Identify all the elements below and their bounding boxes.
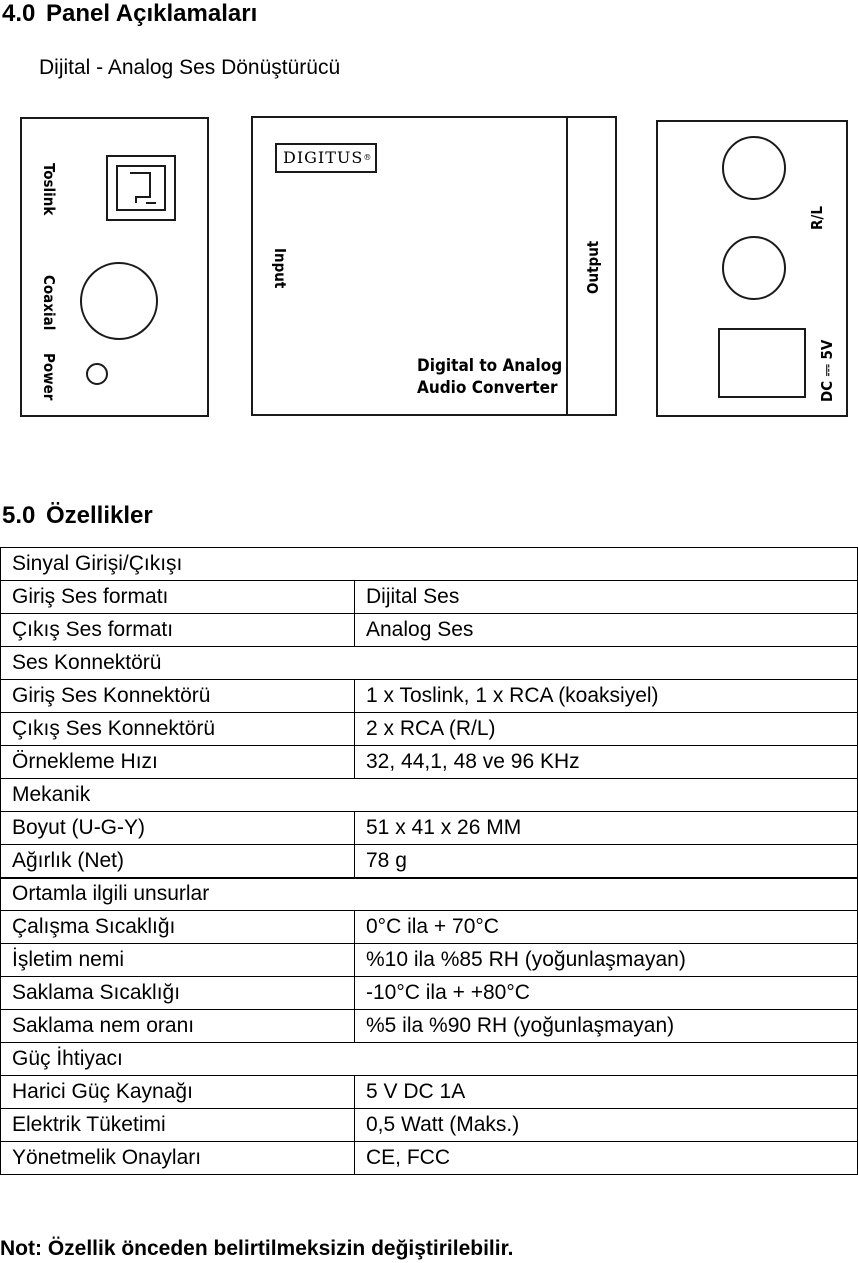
- device-subtitle: Dijital - Analog Ses Dönüştürücü: [39, 56, 341, 79]
- toslink-label: Toslink: [40, 163, 58, 216]
- power-led-icon: [86, 363, 108, 385]
- spec-value: CE, FCC: [355, 1142, 858, 1175]
- input-label: Input: [271, 248, 289, 289]
- table-row: [1, 1076, 858, 1109]
- specification-note: Not: Özellik önceden belirtilmeksizin değiştirilebilir.: [0, 1237, 514, 1260]
- spec-label: Çıkış Ses Konnektörü: [1, 713, 355, 746]
- registered-mark: ®: [363, 153, 373, 162]
- table-row: [1, 1010, 858, 1043]
- spec-group-header: Güç İhtiyacı: [1, 1043, 858, 1076]
- spec-value: -10°C ila + +80°C: [355, 977, 858, 1010]
- spec-label: Çalışma Sıcaklığı: [1, 911, 355, 944]
- spec-label: Yönetmelik Onayları: [1, 1142, 355, 1175]
- rca-jack-r-icon: [722, 136, 786, 200]
- spec-label: İşletim nemi: [1, 944, 355, 977]
- table-row: [1, 845, 858, 878]
- coaxial-label: Coaxial: [40, 275, 58, 331]
- spec-value: 5 V DC 1A: [355, 1076, 858, 1109]
- section-title: Panel Açıklamaları: [46, 0, 258, 27]
- spec-label: Saklama Sıcaklığı: [1, 977, 355, 1010]
- section-number: 5.0: [2, 502, 36, 529]
- table-row: [1, 779, 858, 812]
- table-row: [1, 911, 858, 944]
- spec-label: Boyut (U-G-Y): [1, 812, 355, 845]
- spec-label: Giriş Ses formatı: [1, 581, 355, 614]
- spec-label: Ağırlık (Net): [1, 845, 355, 878]
- table-row: [1, 581, 858, 614]
- front-panel-input-side: [20, 117, 209, 417]
- table-row: [1, 878, 858, 911]
- table-row: [1, 680, 858, 713]
- spec-group-header: Ortamla ilgili unsurlar: [1, 878, 858, 911]
- section-heading-features: [2, 502, 153, 530]
- table-row: [1, 548, 858, 581]
- spec-label: Elektrik Tüketimi: [1, 1109, 355, 1142]
- spec-label: Örnekleme Hızı: [1, 746, 355, 779]
- spec-label: Saklama nem oranı: [1, 1010, 355, 1043]
- section-number: 4.0: [2, 0, 36, 27]
- dc-power-port-icon: [718, 328, 806, 398]
- spec-value: 32, 44,1, 48 ve 96 KHz: [355, 746, 858, 779]
- section-title: Özellikler: [46, 502, 153, 529]
- rear-panel-output-side: [656, 120, 848, 417]
- section-heading-panel: [2, 0, 257, 28]
- spec-label: Çıkış Ses formatı: [1, 614, 355, 647]
- power-label: Power: [40, 353, 58, 401]
- spec-value: 1 x Toslink, 1 x RCA (koaksiyel): [355, 680, 858, 713]
- dc-5v-label: DC ⎓ 5V: [818, 339, 836, 402]
- table-row: [1, 1043, 858, 1076]
- table-row: [1, 977, 858, 1010]
- product-name-line2: Audio Converter: [417, 378, 558, 398]
- table-row: [1, 1142, 858, 1175]
- spec-label: Giriş Ses Konnektörü: [1, 680, 355, 713]
- top-panel: [251, 116, 617, 416]
- spec-value: %10 ila %85 RH (yoğunlaşmayan): [355, 944, 858, 977]
- spec-value: Analog Ses: [355, 614, 858, 647]
- table-row: [1, 614, 858, 647]
- spec-group-header: Ses Konnektörü: [1, 647, 858, 680]
- rca-jack-l-icon: [722, 236, 786, 300]
- spec-value: 51 x 41 x 26 MM: [355, 812, 858, 845]
- spec-table: [0, 547, 858, 1175]
- table-row: [1, 647, 858, 680]
- spec-group-header: Mekanik: [1, 779, 858, 812]
- product-name-line1: Digital to Analog: [417, 356, 563, 376]
- output-divider: [566, 118, 568, 414]
- table-row: [1, 746, 858, 779]
- output-label: Output: [584, 240, 602, 294]
- brand-name: DIGITUS: [283, 148, 364, 167]
- table-row: [1, 812, 858, 845]
- rl-label: R/L: [808, 206, 826, 230]
- spec-value: 78 g: [355, 845, 858, 878]
- spec-value: 2 x RCA (R/L): [355, 713, 858, 746]
- spec-group-header: Sinyal Girişi/Çıkışı: [1, 548, 858, 581]
- spec-value: 0,5 Watt (Maks.): [355, 1109, 858, 1142]
- table-row: [1, 944, 858, 977]
- spec-value: Dijital Ses: [355, 581, 858, 614]
- table-row: [1, 713, 858, 746]
- spec-value: 0°C ila + 70°C: [355, 911, 858, 944]
- toslink-port-icon: [106, 155, 176, 221]
- toslink-shape-icon: [108, 157, 174, 219]
- table-row: [1, 1109, 858, 1142]
- spec-label: Harici Güç Kaynağı: [1, 1076, 355, 1109]
- product-name: [417, 355, 562, 399]
- coaxial-jack-icon: [80, 262, 158, 340]
- digitus-logo: [275, 143, 377, 173]
- spec-value: %5 ila %90 RH (yoğunlaşmayan): [355, 1010, 858, 1043]
